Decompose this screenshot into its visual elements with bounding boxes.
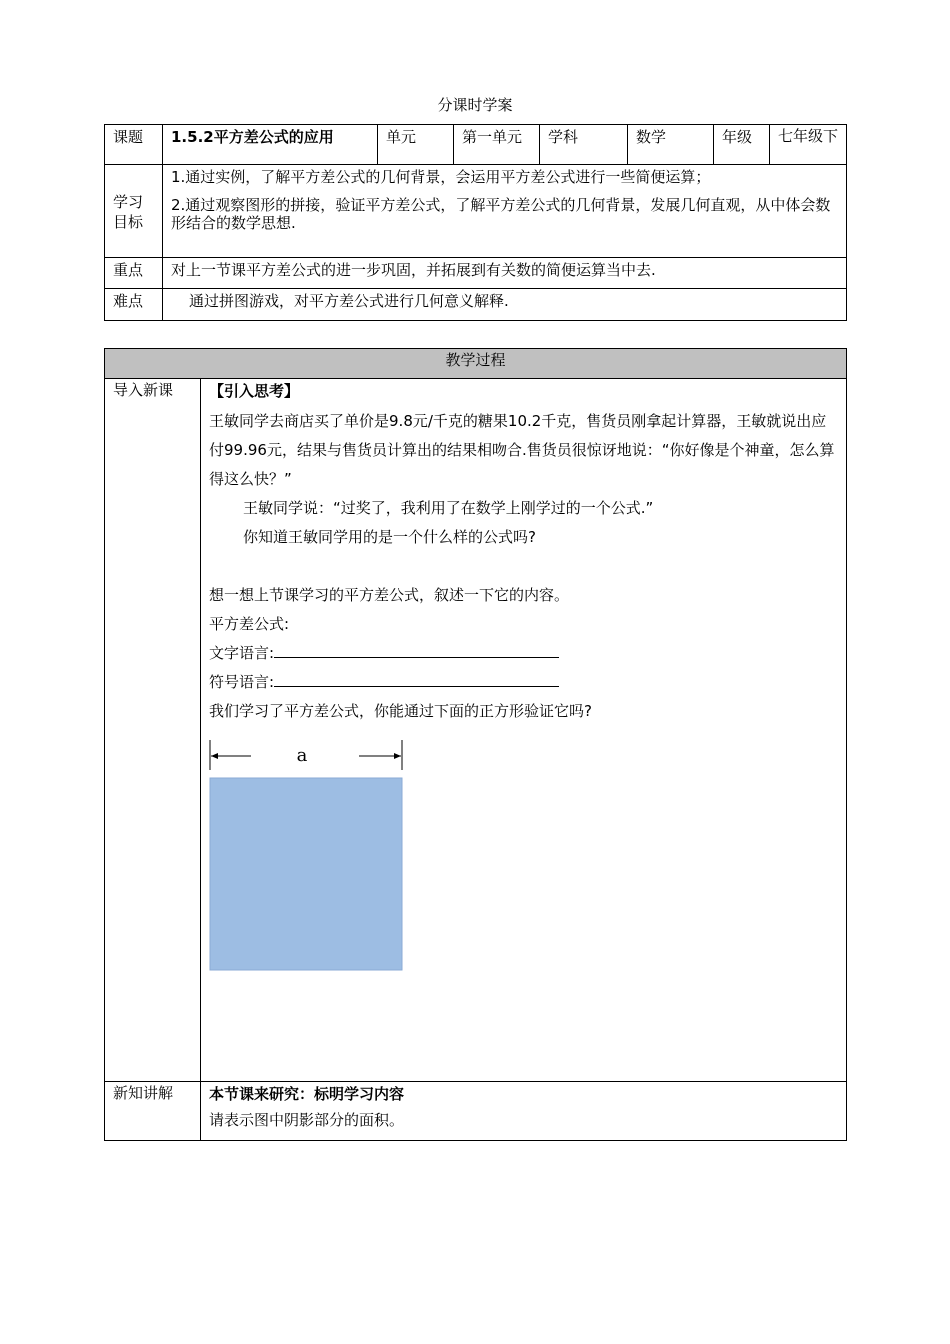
objectives-label: 学习目标 [105, 165, 163, 258]
difficulty-label: 难点 [105, 289, 163, 321]
new-knowledge-label: 新知讲解 [105, 1082, 201, 1141]
objective-item: 1.通过实例，了解平方差公式的几何背景，会运用平方差公式进行一些简便运算； [171, 168, 711, 186]
intro-question: 你知道王敏同学用的是一个什么样的公式吗? [243, 528, 536, 546]
words-line [209, 639, 840, 668]
arrowhead-right [394, 753, 401, 759]
unit-label: 单元 [378, 125, 454, 165]
symbol-blank[interactable] [274, 672, 559, 687]
process-header: 教学过程 [105, 349, 847, 379]
subject-label: 学科 [540, 125, 628, 165]
formula-label: 平方差公式: [209, 615, 290, 633]
key-point-text: 对上一节课平方差公式的进一步巩固，并拓展到有关数的简便运算当中去. [163, 258, 847, 289]
verify-prompt: 我们学习了平方差公式，你能通过下面的正方形验证它吗? [209, 702, 592, 720]
objectives-content [163, 165, 847, 258]
lesson-info-table [104, 124, 847, 321]
spacer [209, 552, 840, 581]
topic-label: 课题 [105, 125, 163, 165]
intro-content [201, 379, 847, 1082]
intro-recall: 想一想上节课学习的平方差公式，叙述一下它的内容。 [209, 586, 570, 604]
intro-heading: 【引入思考】 [209, 382, 300, 400]
square-diagram [209, 736, 409, 972]
teaching-process-table [104, 348, 847, 1141]
unit-value: 第一单元 [454, 125, 540, 165]
intro-reply: 王敏同学说：“过奖了，我利用了在数学上刚学过的一个公式.” [243, 499, 654, 517]
difficulty-text: 通过拼图游戏，对平方差公式进行几何意义解释. [163, 289, 847, 321]
new-knowledge-heading: 本节课来研究：标明学习内容 [209, 1085, 405, 1103]
words-label: 文字语言: [209, 644, 275, 662]
blue-square [210, 778, 402, 970]
arrowhead-left [211, 753, 218, 759]
grade-value: 七年级下 [770, 125, 847, 165]
intro-label: 导入新课 [105, 379, 201, 1082]
square-figure [209, 736, 409, 972]
symbol-label: 符号语言: [209, 673, 275, 691]
side-label-a: a [296, 745, 308, 766]
intro-story: 王敏同学去商店买了单价是9.8元/千克的糖果10.2千克，售货员刚拿起计算器，王敏就说出应付99.96元，结果与售货员计算出的结果相吻合.售货员很惊讶地说：“你好像是个神童，怎么算得这么快？” [209, 412, 835, 488]
symbol-line [209, 668, 840, 697]
subject-value: 数学 [628, 125, 714, 165]
grade-label: 年级 [714, 125, 770, 165]
words-blank[interactable] [274, 643, 559, 658]
new-knowledge-task: 请表示图中阴影部分的面积。 [209, 1111, 405, 1129]
topic-value: 1.5.2平方差公式的应用 [163, 125, 378, 165]
new-knowledge-content [201, 1082, 847, 1141]
objective-item: 2.通过观察图形的拼接，验证平方差公式，了解平方差公式的几何背景，发展几何直观，从中体会数形结合的数学思想. [171, 196, 831, 232]
document-title: 分课时学案 [437, 96, 513, 114]
key-point-label: 重点 [105, 258, 163, 289]
